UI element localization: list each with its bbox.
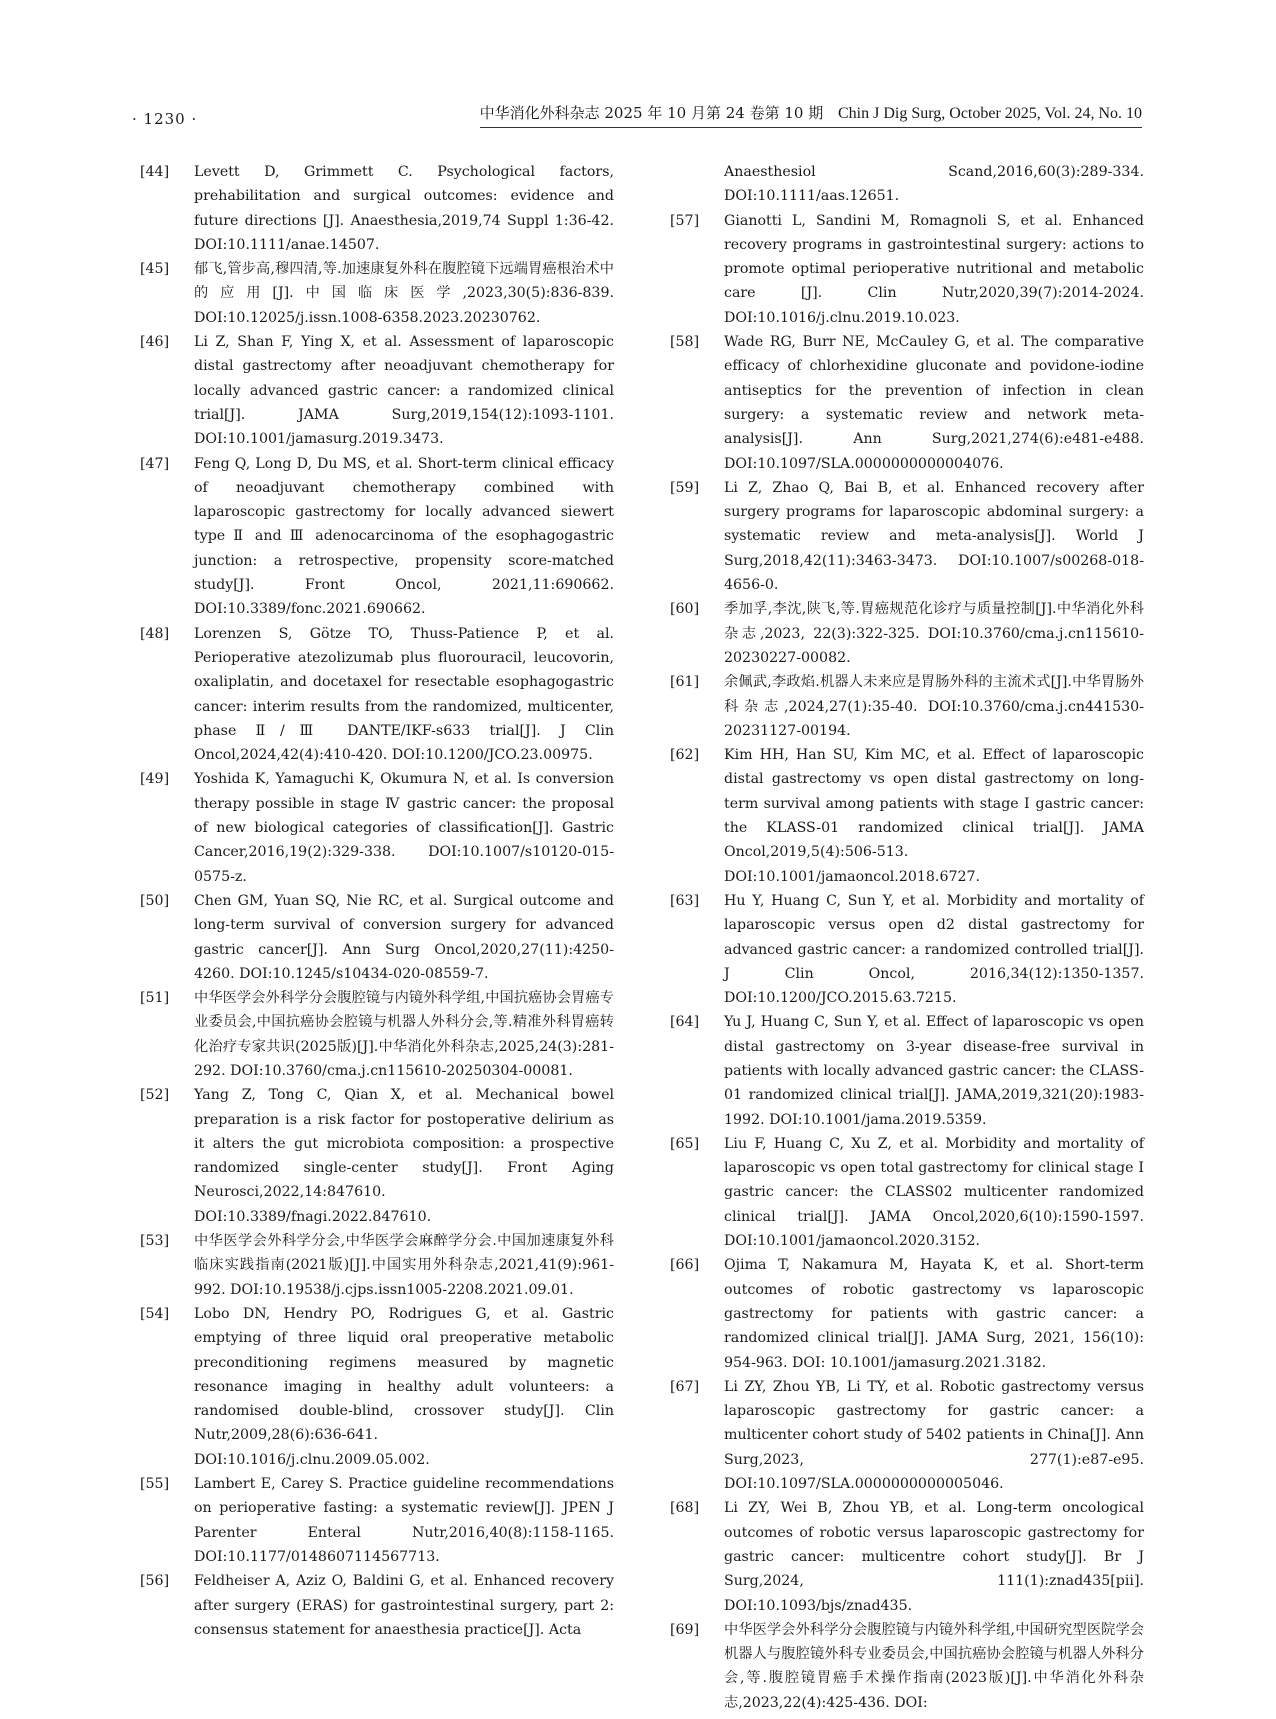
- reference-text: 季加孚,李沈,陕飞,等.胃癌规范化诊疗与质量控制[J].中华消化外科杂志,2023, 22(3):322-325. DOI:10.3760/cma.j.cn115610-20230227-00082.: [724, 601, 1144, 666]
- journal-title-cn: 中华消化外科杂志 2025 年 10 月第 24 卷第 10 期: [479, 104, 824, 122]
- reference-text: Yoshida K, Yamaguchi K, Okumura N, et al. Is conversion therapy possible in stage Ⅳ gastric cancer: the proposal of new biological categories of classification[J]. Gastric Cancer,2016,19(2):329-338. DOI:10.1007/s10120-015-0575-z.: [194, 771, 614, 885]
- reference-number: [67]: [670, 1378, 700, 1395]
- reference-entry: [670, 209, 1144, 330]
- running-header: [132, 102, 1142, 128]
- reference-text: Li Z, Zhao Q, Bai B, et al. Enhanced recovery after surgery programs for laparoscopic abdominal surgery: a systematic review and meta-analysis[J]. World J Surg,2018,42(11):3463-3473. DOI:10.1007/s00268-018-4656-0.: [724, 479, 1144, 594]
- reference-text: 余佩武,李政焰.机器人未来应是胃肠外科的主流术式[J].中华胃肠外科杂志,2024,27(1):35-40. DOI:10.3760/cma.j.cn441530-20231127-00194.: [724, 674, 1144, 739]
- reference-entry: [670, 889, 1144, 1010]
- reference-number: [64]: [670, 1014, 700, 1031]
- reference-text: Ojima T, Nakamura M, Hayata K, et al. Short-term outcomes of robotic gastrectomy vs laparoscopic gastrectomy for patients with gastric cancer: a randomized clinical trial[J]. JAMA Surg, 2021, 156(10): 954-963. DOI: 10.1001/jamasurg.2021.3182.: [724, 1257, 1144, 1371]
- reference-entry: [670, 743, 1144, 889]
- reference-number: [61]: [670, 674, 700, 691]
- reference-entry: [670, 1010, 1144, 1131]
- reference-text: Liu F, Huang C, Xu Z, et al. Morbidity and mortality of laparoscopic vs open total gastrectomy for clinical stage Ⅰ gastric cancer: the CLASS02 multicenter randomized clinical trial[J]. JAMA Oncol,2020,6(10):1590-1597. DOI:10.1001/jamaoncol.2020.3152.: [724, 1135, 1144, 1250]
- reference-number: [50]: [140, 892, 170, 909]
- reference-number: [48]: [140, 625, 170, 642]
- reference-number: [46]: [140, 334, 170, 351]
- reference-number: [57]: [670, 212, 700, 229]
- reference-number: [69]: [670, 1621, 700, 1638]
- reference-text: Gianotti L, Sandini M, Romagnoli S, et al. Enhanced recovery programs in gastrointestinal surgery: actions to promote optimal perioperative nutritional and metabolic care [J]. Clin Nutr,2020,39(7):2014-2024. DOI:10.1016/j.clnu.2019.10.023.: [724, 212, 1144, 326]
- reference-number: [63]: [670, 892, 700, 909]
- reference-number: [66]: [670, 1257, 700, 1274]
- journal-title: [480, 102, 1142, 128]
- reference-entry: [140, 889, 614, 986]
- reference-text: Li ZY, Wei B, Zhou YB, et al. Long-term oncological outcomes of robotic versus laparoscopic gastrectomy for gastric cancer: multicentre cohort study[J]. Br J Surg,2024, 111(1):znad435[pii]. DOI:10.1093/bjs/znad435.: [724, 1500, 1144, 1614]
- reference-entry: [670, 1253, 1144, 1374]
- page-number: · 1230 ·: [132, 110, 198, 128]
- reference-text: Feng Q, Long D, Du MS, et al. Short-term clinical efficacy of neoadjuvant chemotherapy combined with laparoscopic gastrectomy for locally advanced siewert type Ⅱ and Ⅲ adenocarcinoma of the esophagogastric junction: a retrospective, propensity score-matched study[J]. Front Oncol, 2021,11:690662. DOI:10.3389/fonc.2021.690662.: [194, 455, 614, 618]
- reference-text: 中华医学会外科学分会腹腔镜与内镜外科学组,中国抗癌协会胃癌专业委员会,中国抗癌协会腔镜与机器人外科分会,等.精准外科胃癌转化治疗专家共识(2025版)[J].中华消化外科杂志,2025,24(3):281-292. DOI:10.3760/cma.j.cn115610-20250304-00081.: [194, 990, 614, 1079]
- reference-number: [44]: [140, 164, 170, 180]
- reference-entry: [140, 257, 614, 330]
- reference-entry: [670, 670, 1144, 743]
- reference-continuation: Anaesthesiol Scand,2016,60(3):289-334. DOI:10.1111/aas.12651.: [724, 164, 1144, 205]
- reference-text: 中华医学会外科学分会腹腔镜与内镜外科学组,中国研究型医院学会机器人与腹腔镜外科专业委员会,中国抗癌协会腔镜与机器人外科分会,等.腹腔镜胃癌手术操作指南(2023版)[J].中华消化外科杂志,2023,22(4):425-436. DOI:: [724, 1621, 1144, 1711]
- reference-entry: [670, 597, 1144, 670]
- reference-number: [49]: [140, 771, 170, 788]
- reference-text: Lorenzen S, Götze TO, Thuss-Patience P, et al. Perioperative atezolizumab plus fluorouracil, leucovorin, oxaliplatin, and docetaxel for resectable esophagogastric cancer: interim results from the randomized, multicenter, phase Ⅱ/Ⅲ DANTE/IKF-s633 trial[J]. J Clin Oncol,2024,42(4):410-420. DOI:10.1200/JCO.23.00975.: [194, 625, 614, 764]
- reference-text: Kim HH, Han SU, Kim MC, et al. Effect of laparoscopic distal gastrectomy vs open distal gastrectomy on long-term survival among patients with stage Ⅰ gastric cancer: the KLASS-01 randomized clinical trial[J]. JAMA Oncol,2019,5(4):506-513. DOI:10.1001/jamaoncol.2018.6727.: [724, 747, 1144, 885]
- reference-number: [53]: [140, 1233, 170, 1250]
- journal-title-en: Chin J Dig Surg, October 2025, Vol. 24, No. 10: [837, 105, 1142, 122]
- reference-text: Chen GM, Yuan SQ, Nie RC, et al. Surgical outcome and long-term survival of conversion surgery for advanced gastric cancer[J]. Ann Surg Oncol,2020,27(11):4250-4260. DOI:10.1245/s10434-020-08559-7.: [194, 892, 614, 982]
- reference-entry: [140, 452, 614, 622]
- reference-entry: [140, 767, 614, 888]
- reference-number: [45]: [140, 261, 170, 278]
- reference-entry: [140, 1472, 614, 1569]
- reference-text: Li Z, Shan F, Ying X, et al. Assessment of laparoscopic distal gastrectomy after neoadjuvant chemotherapy for locally advanced gastric cancer: a randomized clinical trial[J]. JAMA Surg,2019,154(12):1093-1101. DOI:10.1001/jamasurg.2019.3473.: [194, 334, 614, 448]
- reference-number: [62]: [670, 747, 700, 764]
- reference-entry: [670, 330, 1144, 476]
- reference-number: [59]: [670, 479, 700, 496]
- reference-number: [65]: [670, 1135, 700, 1152]
- reference-number: [68]: [670, 1500, 700, 1517]
- reference-entry: [670, 1132, 1144, 1253]
- reference-entry: [670, 1496, 1144, 1617]
- reference-entry: [670, 1618, 1144, 1715]
- reference-entry: [140, 622, 614, 768]
- reference-entry: [140, 1229, 614, 1302]
- reference-text: Yang Z, Tong C, Qian X, et al. Mechanical bowel preparation is a risk factor for postoperative delirium as it alters the gut microbiota composition: a prospective randomized single-center study[J]. Front Aging Neurosci,2022,14:847610. DOI:10.3389/fnagi.2022.847610.: [194, 1087, 614, 1225]
- reference-text: Wade RG, Burr NE, McCauley G, et al. The comparative efficacy of chlorhexidine gluconate and povidone-iodine antiseptics for the prevention of infection in clean surgery: a systematic review and network meta-analysis[J]. Ann Surg,2021,274(6):e481-e488. DOI:10.1097/SLA.0000000000004076.: [724, 334, 1144, 472]
- reference-entry: [670, 1375, 1144, 1496]
- reference-text: 郁飞,管步高,穆四清,等.加速康复外科在腹腔镜下远端胃癌根治术中的应用[J].中国临床医学,2023,30(5):836-839. DOI:10.12025/j.issn.1008-6358.2023.20230762.: [194, 261, 614, 326]
- reference-text: Levett D, Grimmett C. Psychological factors, prehabilitation and surgical outcomes: evidence and future directions [J]. Anaesthesia,2019,74 Suppl 1:36-42. DOI:10.1111/anae.14507.: [194, 164, 614, 253]
- reference-number: [56]: [140, 1573, 170, 1590]
- reference-number: [47]: [140, 455, 170, 472]
- reference-column-left: [140, 160, 614, 1642]
- reference-entry: [140, 330, 614, 451]
- reference-text: Lobo DN, Hendry PO, Rodrigues G, et al. Gastric emptying of three liquid oral preoperative metabolic preconditioning regimens measured by magnetic resonance imaging in healthy adult volunteers: a randomised double-blind, crossover study[J]. Clin Nutr,2009,28(6):636-641. DOI:10.1016/j.clnu.2009.05.002.: [194, 1305, 614, 1468]
- reference-number: [54]: [140, 1305, 170, 1322]
- reference-text: Hu Y, Huang C, Sun Y, et al. Morbidity and mortality of laparoscopic versus open d2 distal gastrectomy for advanced gastric cancer: a randomized controlled trial[J]. J Clin Oncol, 2016,34(12):1350-1357. DOI:10.1200/JCO.2015.63.7215.: [724, 892, 1144, 1007]
- reference-entry: [140, 1569, 614, 1642]
- reference-column-right: [670, 160, 1144, 1715]
- reference-entry: [140, 1302, 614, 1472]
- reference-entry: [670, 476, 1144, 597]
- reference-entry: [140, 1083, 614, 1229]
- reference-number: [55]: [140, 1476, 170, 1493]
- reference-number: [60]: [670, 601, 700, 618]
- reference-text: Li ZY, Zhou YB, Li TY, et al. Robotic gastrectomy versus laparoscopic gastrectomy for gastric cancer: a multicenter cohort study of 5402 patients in China[J]. Ann Surg,2023, 277(1):e87-e95. DOI:10.1097/SLA.0000000000005046.: [724, 1378, 1144, 1493]
- reference-number: [58]: [670, 334, 700, 351]
- reference-text: Feldheiser A, Aziz O, Baldini G, et al. Enhanced recovery after surgery (ERAS) for gastrointestinal surgery, part 2: consensus statement for anaesthesia practice[J]. Acta: [194, 1573, 614, 1638]
- reference-text: Lambert E, Carey S. Practice guideline recommendations on perioperative fasting: a systematic review[J]. JPEN J Parenter Enteral Nutr,2016,40(8):1158-1165. DOI:10.1177/0148607114567713.: [194, 1476, 614, 1565]
- reference-number: [51]: [140, 990, 170, 1007]
- reference-number: [52]: [140, 1087, 170, 1104]
- reference-text: Yu J, Huang C, Sun Y, et al. Effect of laparoscopic vs open distal gastrectomy on 3-year disease-free survival in patients with locally advanced gastric cancer: the CLASS-01 randomized clinical trial[J]. JAMA,2019,321(20):1983-1992. DOI:10.1001/jama.2019.5359.: [724, 1014, 1144, 1128]
- reference-entry: [140, 986, 614, 1083]
- reference-entry: [140, 160, 614, 257]
- reference-text: 中华医学会外科学分会,中华医学会麻醉学分会.中国加速康复外科临床实践指南(2021版)[J].中国实用外科杂志,2021,41(9):961-992. DOI:10.19538/j.cjps.issn1005-2208.2021.09.01.: [194, 1233, 614, 1298]
